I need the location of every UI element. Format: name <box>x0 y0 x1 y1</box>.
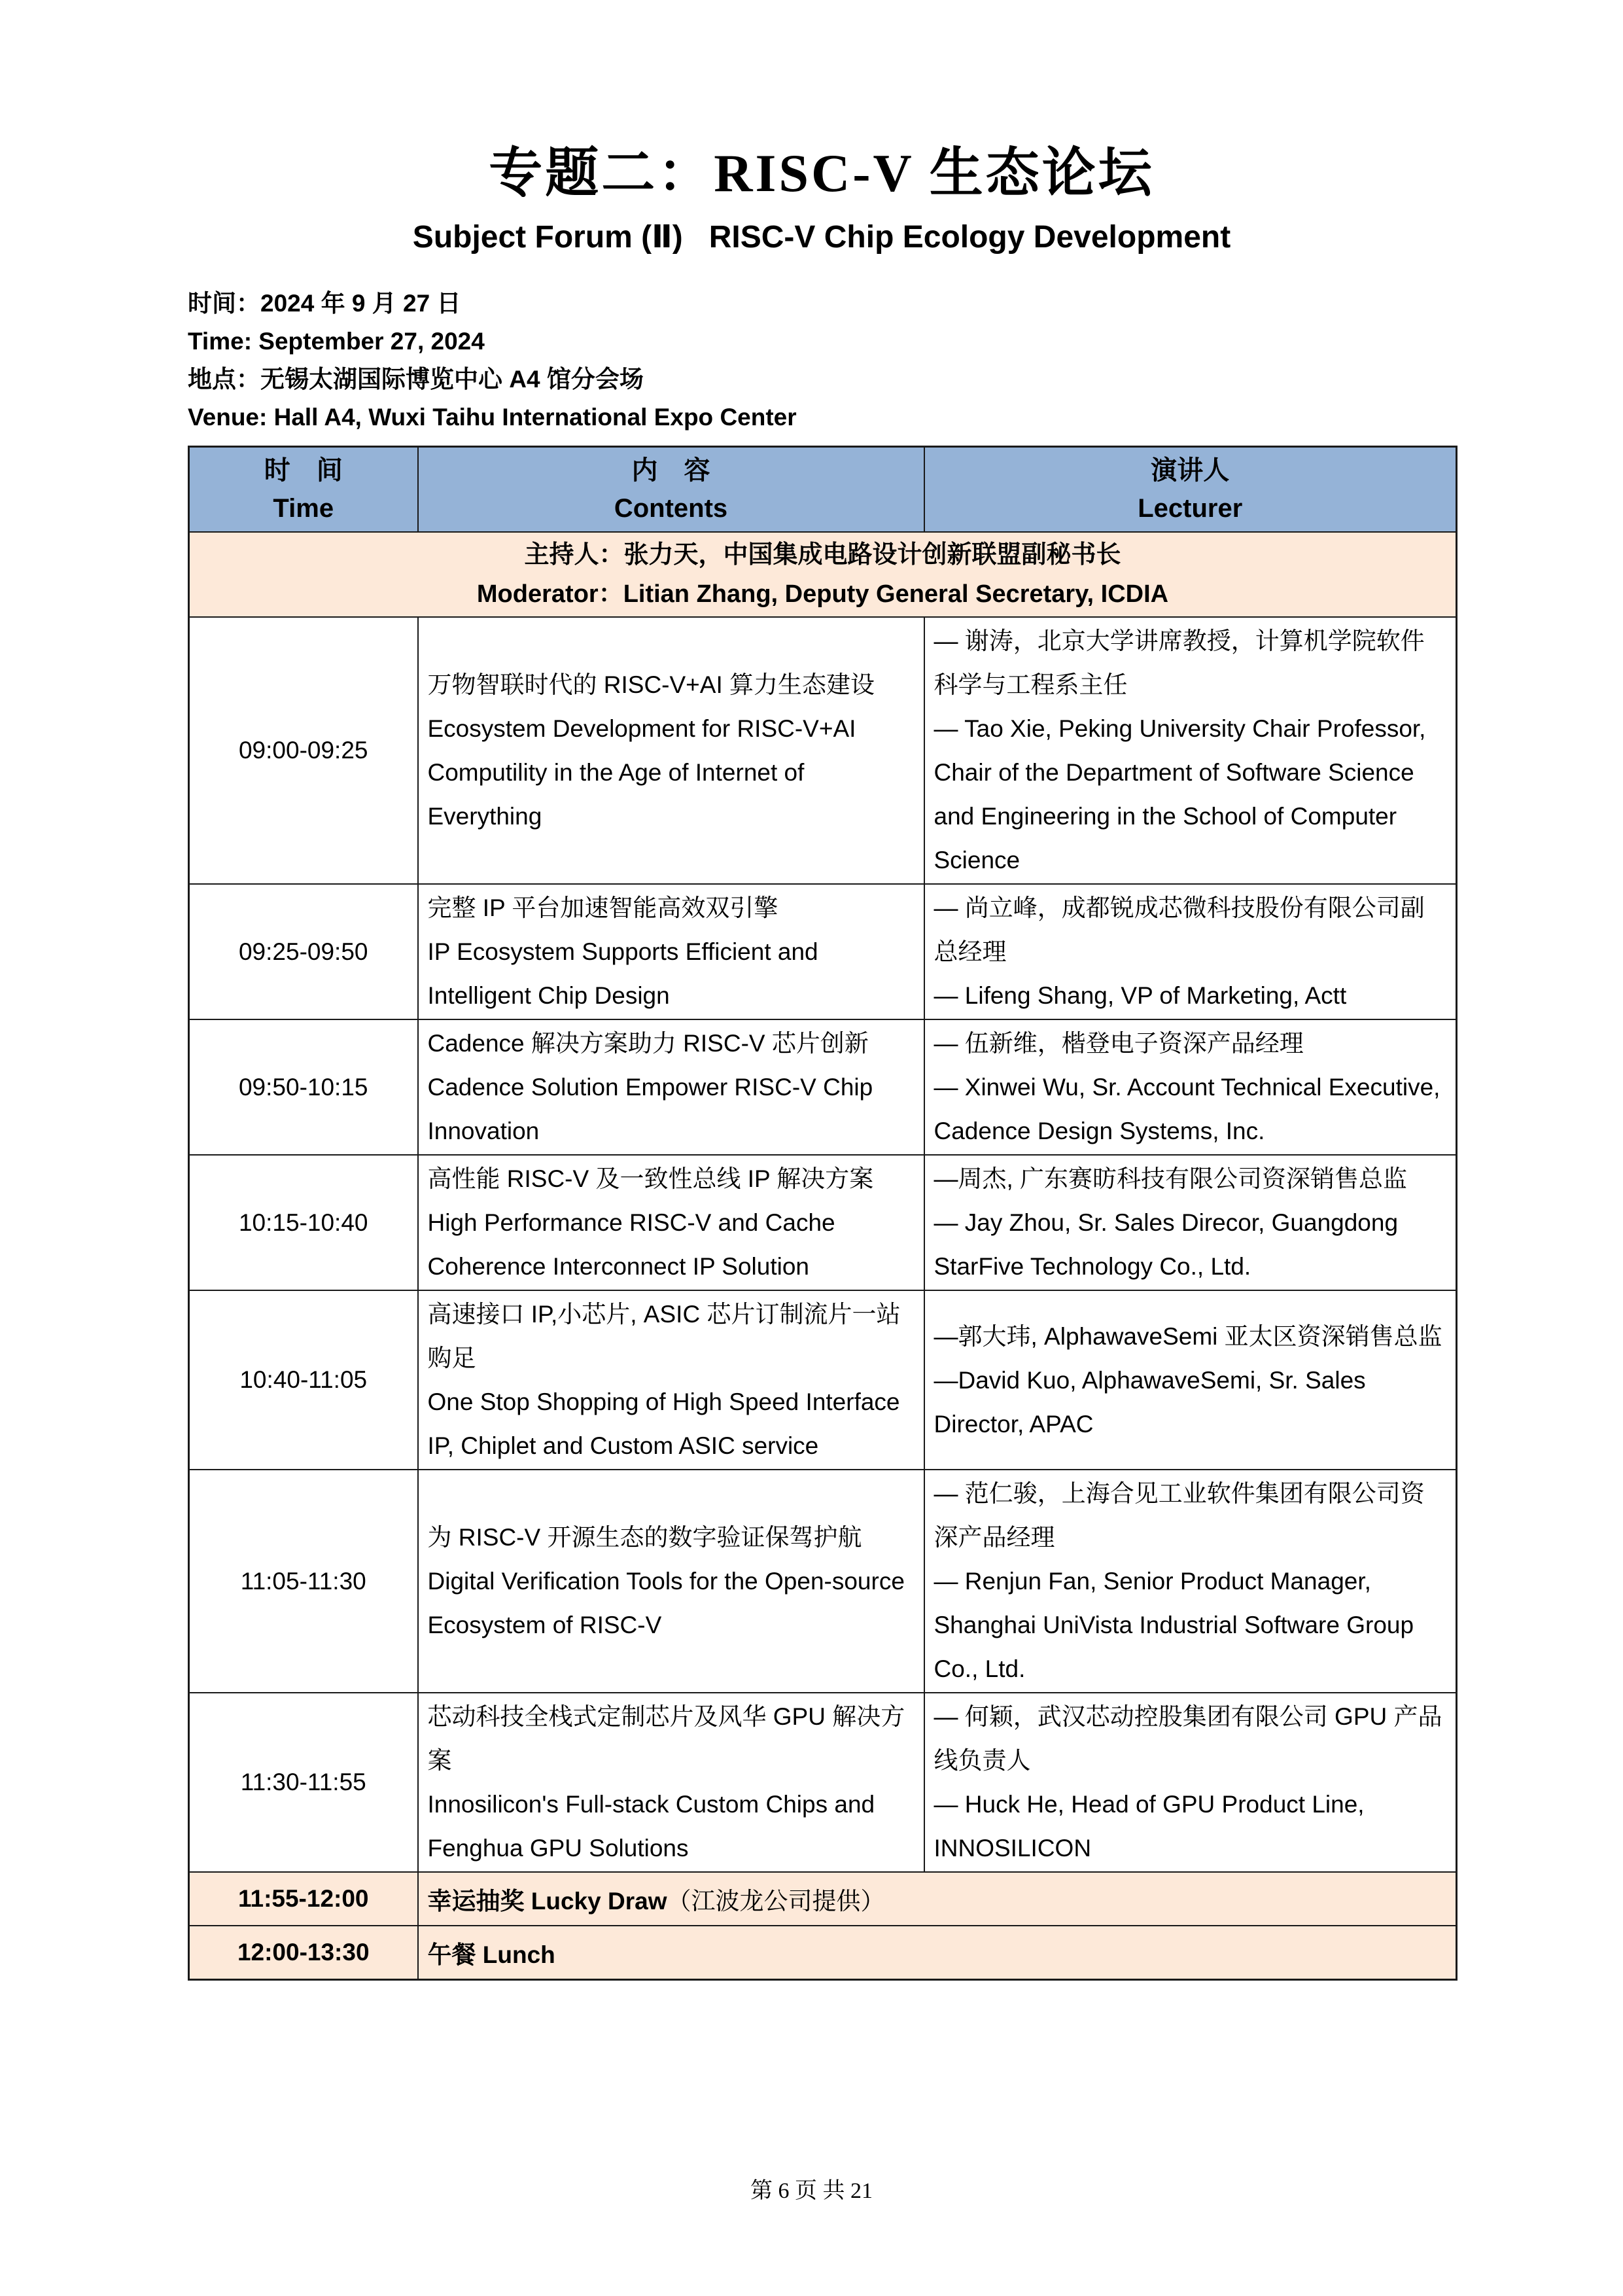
session-time: 09:25-09:50 <box>189 884 418 1019</box>
topic-en: Innosilicon's Full-stack Custom Chips and Fenghua GPU Solutions <box>427 1791 882 1862</box>
header-cell-contents <box>418 447 924 533</box>
moderator-zh: 主持人：张力天，中国集成电路设计创新联盟副秘书长 <box>524 541 1121 569</box>
topic-zh: 芯动科技全栈式定制芯片及风华 GPU 解决方案 <box>427 1703 905 1774</box>
lecturer-zh: — 何颖，武汉芯动控股集团有限公司 GPU 产品线负责人 <box>934 1703 1442 1774</box>
topic-zh: Cadence 解决方案助力 RISC-V 芯片创新 <box>427 1030 869 1057</box>
header-time-en: Time <box>273 494 334 523</box>
page-title: 专题二：RISC-V 生态论坛 <box>489 143 1155 203</box>
lunch-label: 午餐 Lunch <box>427 1941 555 1968</box>
session-lecturer <box>924 884 1457 1019</box>
session-topic <box>418 617 924 884</box>
session-row <box>189 1290 1457 1470</box>
header-lecturer-zh: 演讲人 <box>1151 456 1230 485</box>
topic-en: One Stop Shopping of High Speed Interface IP, Chiplet and Custom ASIC service <box>427 1388 907 1459</box>
session-row <box>189 1693 1457 1872</box>
session-time: 09:00-09:25 <box>189 617 418 884</box>
moderator-row <box>189 532 1457 617</box>
lecturer-zh: —周杰, 广东赛昉科技有限公司资深销售总监 <box>934 1165 1408 1192</box>
page-number: 第 6 页 共 21 <box>750 2179 873 2203</box>
session-row <box>189 617 1457 884</box>
topic-en: High Performance RISC-V and Cache Coherence Interconnect IP Solution <box>427 1209 842 1280</box>
session-lecturer <box>924 1290 1457 1470</box>
header-lecturer-en: Lecturer <box>1138 494 1243 523</box>
lecturer-zh: — 谢涛，北京大学讲席教授，计算机学院软件科学与工程系主任 <box>934 627 1425 698</box>
session-lecturer <box>924 1693 1457 1872</box>
lucky-draw-row <box>189 1872 1457 1926</box>
lecturer-en: —David Kuo, AlphawaveSemi, Sr. Sales Director, APAC <box>934 1366 1372 1438</box>
lecturer-en: — Renjun Fan, Senior Product Manager, Shanghai UniVista Industrial Software Group Co., Ltd. <box>934 1568 1421 1682</box>
lucky-draw-note: （江波龙公司提供） <box>667 1888 885 1915</box>
meta-venue-zh: 地点：无锡太湖国际博览中心 A4 馆分会场 <box>188 366 644 393</box>
event-meta <box>188 285 1456 436</box>
meta-time-zh: 时间：2024 年 9 月 27 日 <box>188 290 461 317</box>
session-topic <box>418 1693 924 1872</box>
session-time: 11:30-11:55 <box>189 1693 418 1872</box>
moderator-en: Moderator：Litian Zhang, Deputy General Secretary, ICDIA <box>476 580 1169 608</box>
topic-zh: 高速接口 IP,小芯片, ASIC 芯片订制流片一站购足 <box>427 1301 901 1371</box>
lecturer-zh: — 伍新维，楷登电子资深产品经理 <box>934 1030 1304 1057</box>
special-time: 11:55-12:00 <box>189 1872 418 1926</box>
session-time: 10:40-11:05 <box>189 1290 418 1470</box>
session-row <box>189 1470 1457 1693</box>
header-cell-time <box>189 447 418 533</box>
lecturer-en: — Lifeng Shang, VP of Marketing, Actt <box>934 982 1347 1009</box>
topic-zh: 完整 IP 平台加速智能高效双引擎 <box>427 894 778 921</box>
lecturer-zh: — 尚立峰，成都锐成芯微科技股份有限公司副总经理 <box>934 894 1425 965</box>
topic-en: Cadence Solution Empower RISC-V Chip Innovation <box>427 1074 880 1144</box>
topic-en: Digital Verification Tools for the Open-source Ecosystem of RISC-V <box>427 1568 912 1638</box>
header-contents-zh: 内 容 <box>631 456 710 485</box>
session-time: 10:15-10:40 <box>189 1155 418 1290</box>
meta-time-en: Time: September 27, 2024 <box>188 328 485 355</box>
session-lecturer <box>924 1155 1457 1290</box>
header-contents-en: Contents <box>614 494 728 523</box>
topic-en: Ecosystem Development for RISC-V+AI Computility in the Age of Internet of Everything <box>427 715 863 830</box>
agenda-table <box>188 446 1457 1981</box>
session-row <box>189 884 1457 1019</box>
lunch-row <box>189 1926 1457 1980</box>
session-topic <box>418 1155 924 1290</box>
meta-venue-en: Venue: Hall A4, Wuxi Taihu International Expo Center <box>188 404 797 431</box>
document-content <box>188 141 1456 1981</box>
topic-zh: 为 RISC-V 开源生态的数字验证保驾护航 <box>427 1524 862 1551</box>
session-row <box>189 1155 1457 1290</box>
lunch-cell <box>418 1926 1457 1980</box>
session-topic <box>418 1290 924 1470</box>
lecturer-zh: —郭大玮, AlphawaveSemi 亚太区资深销售总监 <box>934 1322 1442 1350</box>
lucky-draw-label: 幸运抽奖 Lucky Draw <box>427 1888 667 1915</box>
header-time-zh: 时 间 <box>264 456 343 485</box>
session-topic <box>418 1470 924 1693</box>
session-row <box>189 1019 1457 1155</box>
session-time: 11:05-11:30 <box>189 1470 418 1693</box>
lucky-draw-cell <box>418 1872 1457 1926</box>
header-cell-lecturer <box>924 447 1457 533</box>
lecturer-en: — Tao Xie, Peking University Chair Professor, Chair of the Department of Software Science and Engineering in the School of Computer Science <box>934 715 1433 874</box>
page-subtitle: Subject Forum (Ⅱ) RISC-V Chip Ecology Development <box>412 220 1231 255</box>
lecturer-zh: — 范仁骏，上海合见工业软件集团有限公司资深产品经理 <box>934 1480 1425 1551</box>
topic-en: IP Ecosystem Supports Efficient and Intelligent Chip Design <box>427 938 825 1009</box>
topic-zh: 高性能 RISC-V 及一致性总线 IP 解决方案 <box>427 1165 874 1192</box>
special-time: 12:00-13:30 <box>189 1926 418 1980</box>
lecturer-en: — Xinwei Wu, Sr. Account Technical Executive, Cadence Design Systems, Inc. <box>934 1074 1447 1144</box>
lecturer-en: — Huck He, Head of GPU Product Line, INNOSILICON <box>934 1791 1371 1862</box>
session-lecturer <box>924 1019 1457 1155</box>
session-lecturer <box>924 617 1457 884</box>
session-topic <box>418 884 924 1019</box>
session-topic <box>418 1019 924 1155</box>
moderator-cell <box>189 532 1457 617</box>
header-row <box>189 447 1457 533</box>
session-time: 09:50-10:15 <box>189 1019 418 1155</box>
topic-zh: 万物智联时代的 RISC-V+AI 算力生态建设 <box>427 671 875 698</box>
lecturer-en: — Jay Zhou, Sr. Sales Direcor, Guangdong StarFive Technology Co., Ltd. <box>934 1209 1405 1280</box>
session-lecturer <box>924 1470 1457 1693</box>
